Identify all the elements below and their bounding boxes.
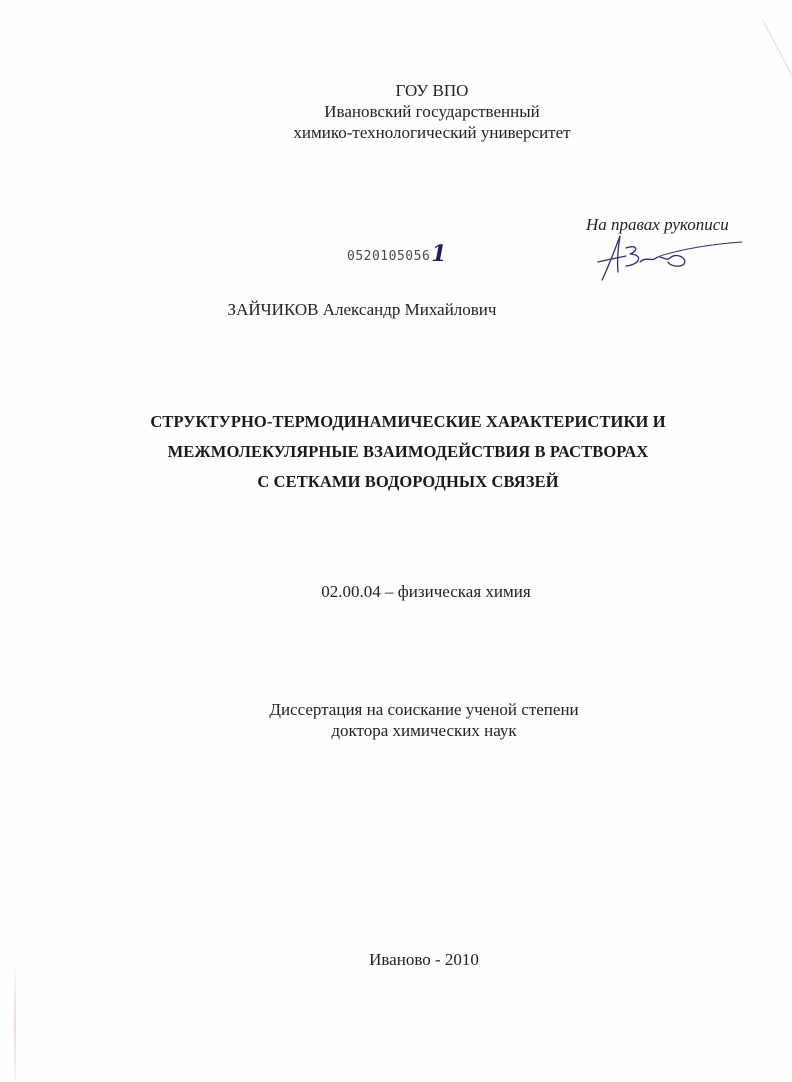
inventory-number-printed: 0520105056 <box>347 249 431 264</box>
manuscript-rights-note: На правах рукописи <box>586 215 729 234</box>
place-and-year: Иваново - 2010 <box>369 950 479 969</box>
degree-line-2: доктора химических наук <box>331 721 517 740</box>
specialty-code: 02.00.04 – физическая химия <box>321 582 531 601</box>
institution-name-line-1: Ивановский государственный <box>324 102 540 121</box>
institution-name-line-2: химико-технологический университет <box>293 123 571 142</box>
signature-icon <box>596 232 746 284</box>
scan-artifact-top-right <box>762 20 792 87</box>
dissertation-title-line-1: СТРУКТУРНО-ТЕРМОДИНАМИЧЕСКИЕ ХАРАКТЕРИСТИКИ И <box>150 412 666 431</box>
author-name: ЗАЙЧИКОВ Александр Михайлович <box>227 300 497 319</box>
inventory-number <box>347 240 447 266</box>
dissertation-title-line-3: С СЕТКАМИ ВОДОРОДНЫХ СВЯЗЕЙ <box>257 472 559 491</box>
institution-abbreviation: ГОУ ВПО <box>395 81 469 100</box>
inventory-number-handwritten: 1 <box>431 241 448 267</box>
degree-line-1: Диссертация на соискание ученой степени <box>269 700 579 719</box>
scan-artifact-left-edge <box>14 960 16 1080</box>
dissertation-title-line-2: МЕЖМОЛЕКУЛЯРНЫЕ ВЗАИМОДЕЙСТВИЯ В РАСТВОРАХ <box>167 442 649 461</box>
